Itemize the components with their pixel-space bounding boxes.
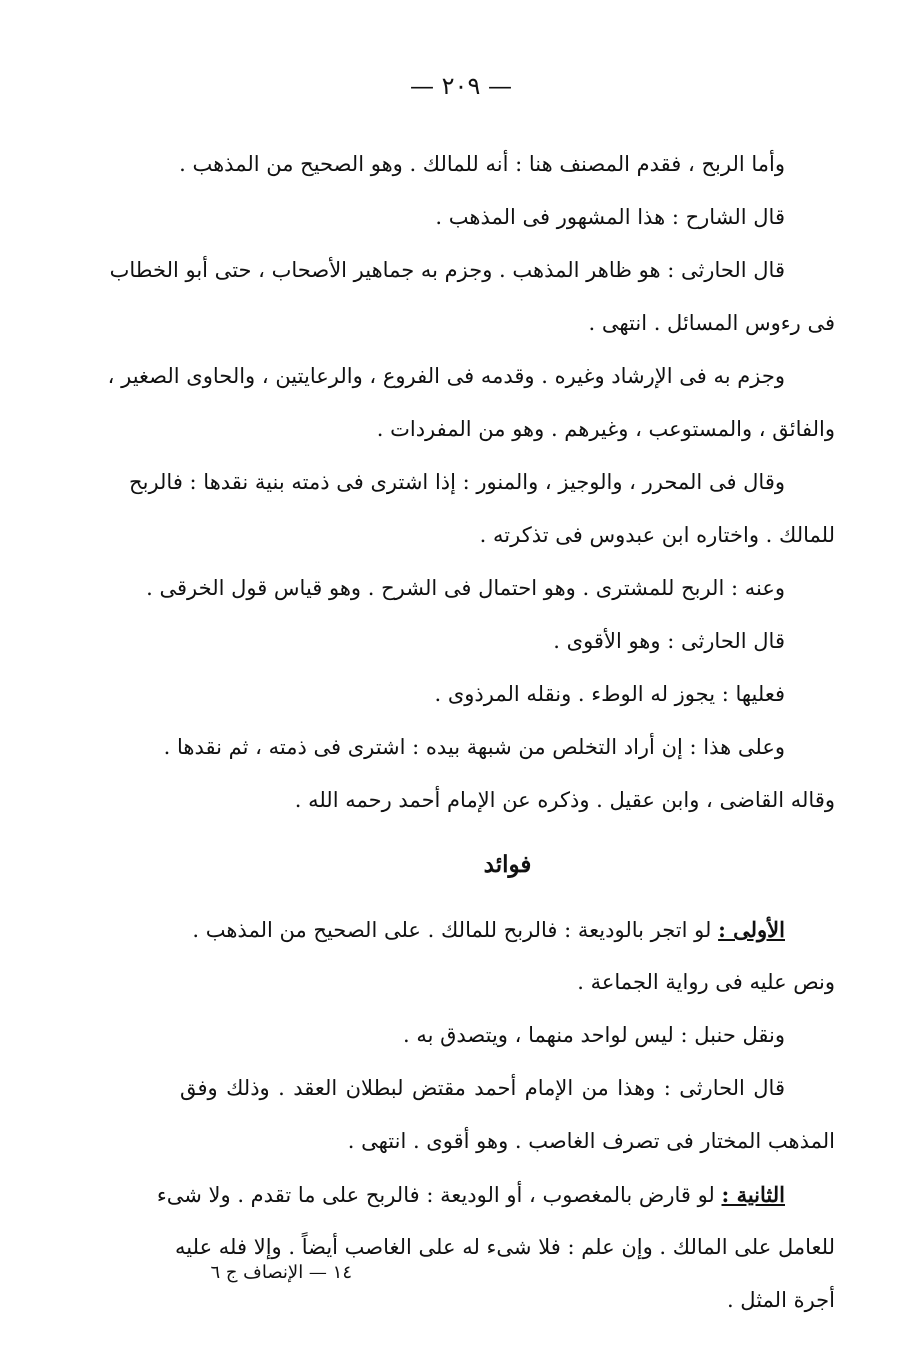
text-line: فى رءوس المسائل . انتهى . <box>588 311 835 335</box>
page-number: — ٢٠٩ — <box>410 72 512 100</box>
text-line: للمالك . واختاره ابن عبدوس فى تذكرته . <box>479 523 835 547</box>
text-line: أجرة المثل . <box>726 1288 835 1312</box>
text-line: وعلى هذا : إن أراد التخلص من شبهة بيده : اشترى فى ذمته ، ثم نقدها . <box>163 735 785 759</box>
text-line: وقال فى المحرر ، والوجيز ، والمنور : إذا اشترى فى ذمته بنية نقدها : فالربح <box>129 470 785 494</box>
text-line <box>180 903 835 956</box>
text-line-content: لو اتجر بالوديعة : فالربح للمالك . على الصحيح من المذهب . <box>192 918 712 942</box>
body-text <box>107 138 835 1327</box>
text-line <box>156 1168 835 1221</box>
text-line: والفائق ، والمستوعب ، وغيرهم . وهو من المفردات . <box>376 417 835 441</box>
section-heading: فوائد <box>483 851 532 878</box>
text-line: وجزم به فى الإرشاد وغيره . وقدمه فى الفروع ، والرعايتين ، والحاوى الصغير ، <box>107 364 785 388</box>
text-line: للعامل على المالك . وإن علم : فلا شىء له على الغاصب أيضاً . وإلا فله عليه <box>175 1235 835 1259</box>
footer-signature: ١٤ — الإنصاف ج ٦ <box>210 1262 352 1283</box>
fawaid-label: الثانية : <box>721 1182 785 1207</box>
fawaid-label: الأولى : <box>718 917 785 942</box>
text-line: قال الحارثى : هو ظاهر المذهب . وجزم به جماهير الأصحاب ، حتى أبو الخطاب <box>109 258 785 282</box>
text-line: وعنه : الربح للمشترى . وهو احتمال فى الشرح . وهو قياس قول الخرقى . <box>146 576 785 600</box>
text-line: فعليها : يجوز له الوطء . ونقله المرذوى . <box>434 682 785 706</box>
text-line: قال الشارح : هذا المشهور فى المذهب . <box>435 205 785 229</box>
text-line: ونقل حنبل : ليس لواحد منهما ، ويتصدق به . <box>402 1023 785 1047</box>
text-line: قال الحارثى : وهو الأقوى . <box>553 629 785 653</box>
text-line-content: لو قارض بالمغصوب ، أو الوديعة : فالربح على ما تقدم . ولا شىء <box>156 1183 715 1207</box>
text-line: وأما الربح ، فقدم المصنف هنا : أنه للمالك . وهو الصحيح من المذهب . <box>179 152 785 176</box>
text-line: ونص عليه فى رواية الجماعة . <box>577 970 835 994</box>
text-line: قال الحارثى : وهذا من الإمام أحمد مقتض لبطلان العقد . وذلك وفق <box>180 1076 785 1100</box>
text-line: المذهب المختار فى تصرف الغاصب . وهو أقوى . انتهى . <box>347 1129 835 1153</box>
text-line: وقاله القاضى ، وابن عقيل . وذكره عن الإمام أحمد رحمه الله . <box>294 788 835 812</box>
